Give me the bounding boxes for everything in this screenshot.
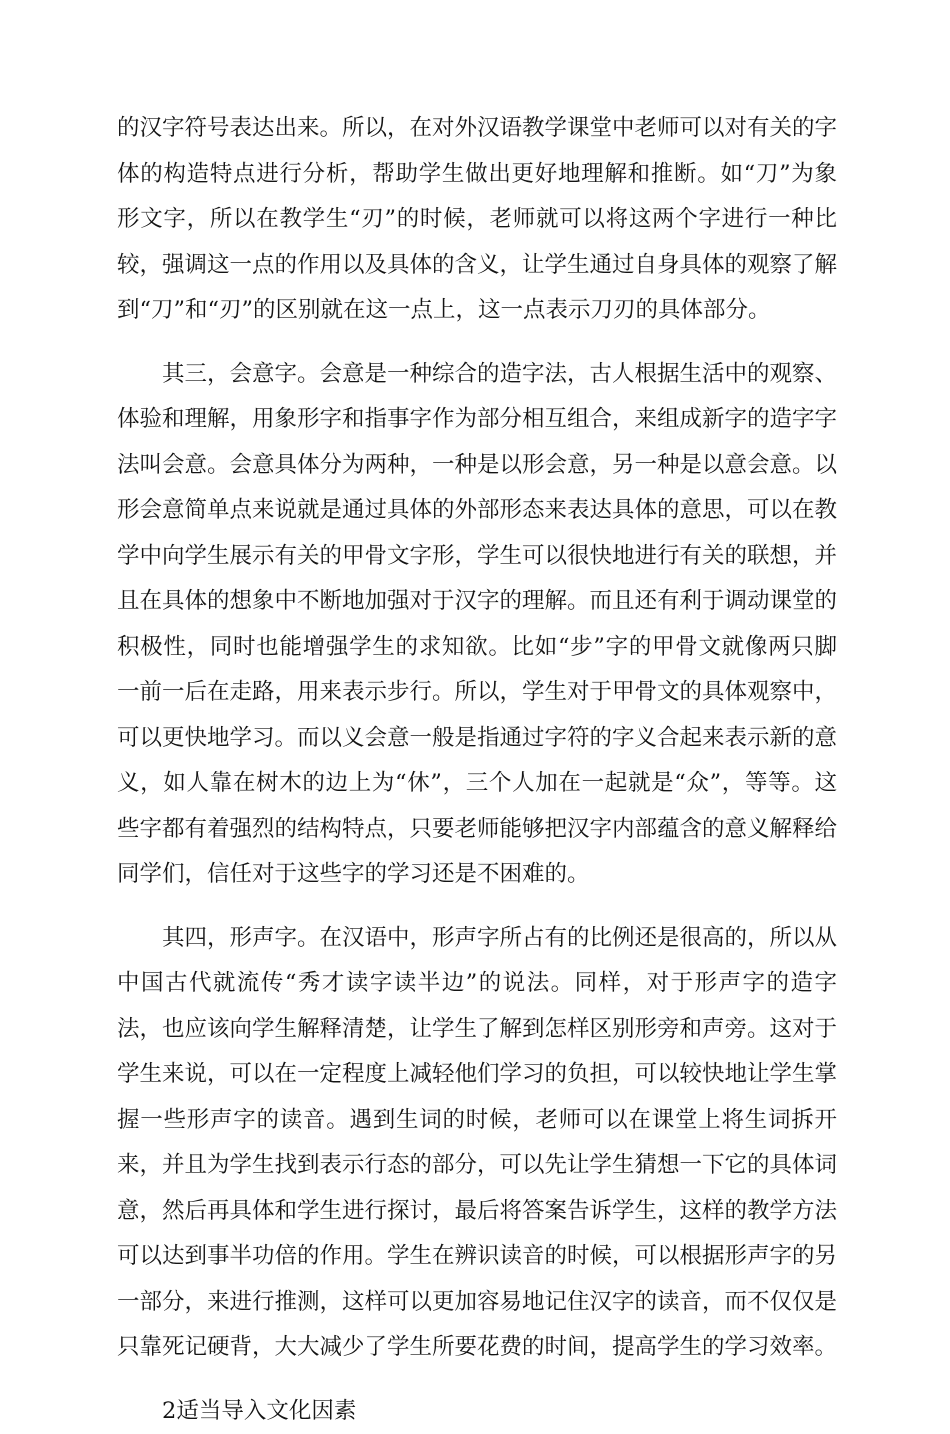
paragraph-huiyi: 其三，会意字。会意是一种综合的造字法，古人根据生活中的观察、体验和理解，用象形字和指事字作为部分相互组合，来组成新字的造字字法叫会意。会意具体分为两种，一种是以形会意，另一种是以意会意。以形会意简单点来说就是通过具体的外部形态来表达具体的意思，可以在教学中向学生展示有关的甲骨文字形，学生可以很快地进行有关的联想，并且在具体的想象中不断地加强对于汉字的理解。而且还有利于调动课堂的积极性，同时也能增强学生的求知欲。比如“步”字的甲骨文就像两只脚一前一后在走路，用来表示步行。所以，学生对于甲骨文的具体观察中，可以更快地学习。而以义会意一般是指通过字符的字义合起来表示新的意义，如人靠在树木的边上为“休”，三个人加在一起就是“众”，等等。这些字都有着强烈的结构特点，只要老师能够把汉字内部蕴含的意义解释给同学们，信任对于这些字的学习还是不困难的。 — [117, 352, 837, 898]
paragraph-xingsheng: 其四，形声字。在汉语中，形声字所占有的比例还是很高的，所以从中国古代就流传“秀才读字读半边”的说法。同样，对于形声字的造字法，也应该向学生解释清楚，让学生了解到怎样区别形旁和声旁。这对于学生来说，可以在一定程度上减轻他们学习的负担，可以较快地让学生掌握一些形声字的读音。遇到生词的时候，老师可以在课堂上将生词拆开来，并且为学生找到表示行态的部分，可以先让学生猜想一下它的具体词意，然后再具体和学生进行探讨，最后将答案告诉学生，这样的教学方法可以达到事半功倍的作用。学生在辨识读音的时候，可以根据形声字的另一部分，来进行推测，这样可以更加容易地记住汉字的读音，而不仅仅是只靠死记硬背，大大减少了学生所要花费的时间，提高学生的学习效率。 — [117, 916, 837, 1371]
document-body — [117, 106, 837, 1434]
paragraph-continuation: 的汉字符号表达出来。所以，在对外汉语教学课堂中老师可以对有关的字体的构造特点进行分析，帮助学生做出更好地理解和推断。如“刀”为象形文字，所以在教学生“刃”的时候，老师就可以将这两个字进行一种比较，强调这一点的作用以及具体的含义，让学生通过自身具体的观察了解到“刀”和“刃”的区别就在这一点上，这一点表示刀刃的具体部分。 — [117, 106, 837, 334]
section-heading: 2适当导入文化因素 — [117, 1389, 837, 1434]
